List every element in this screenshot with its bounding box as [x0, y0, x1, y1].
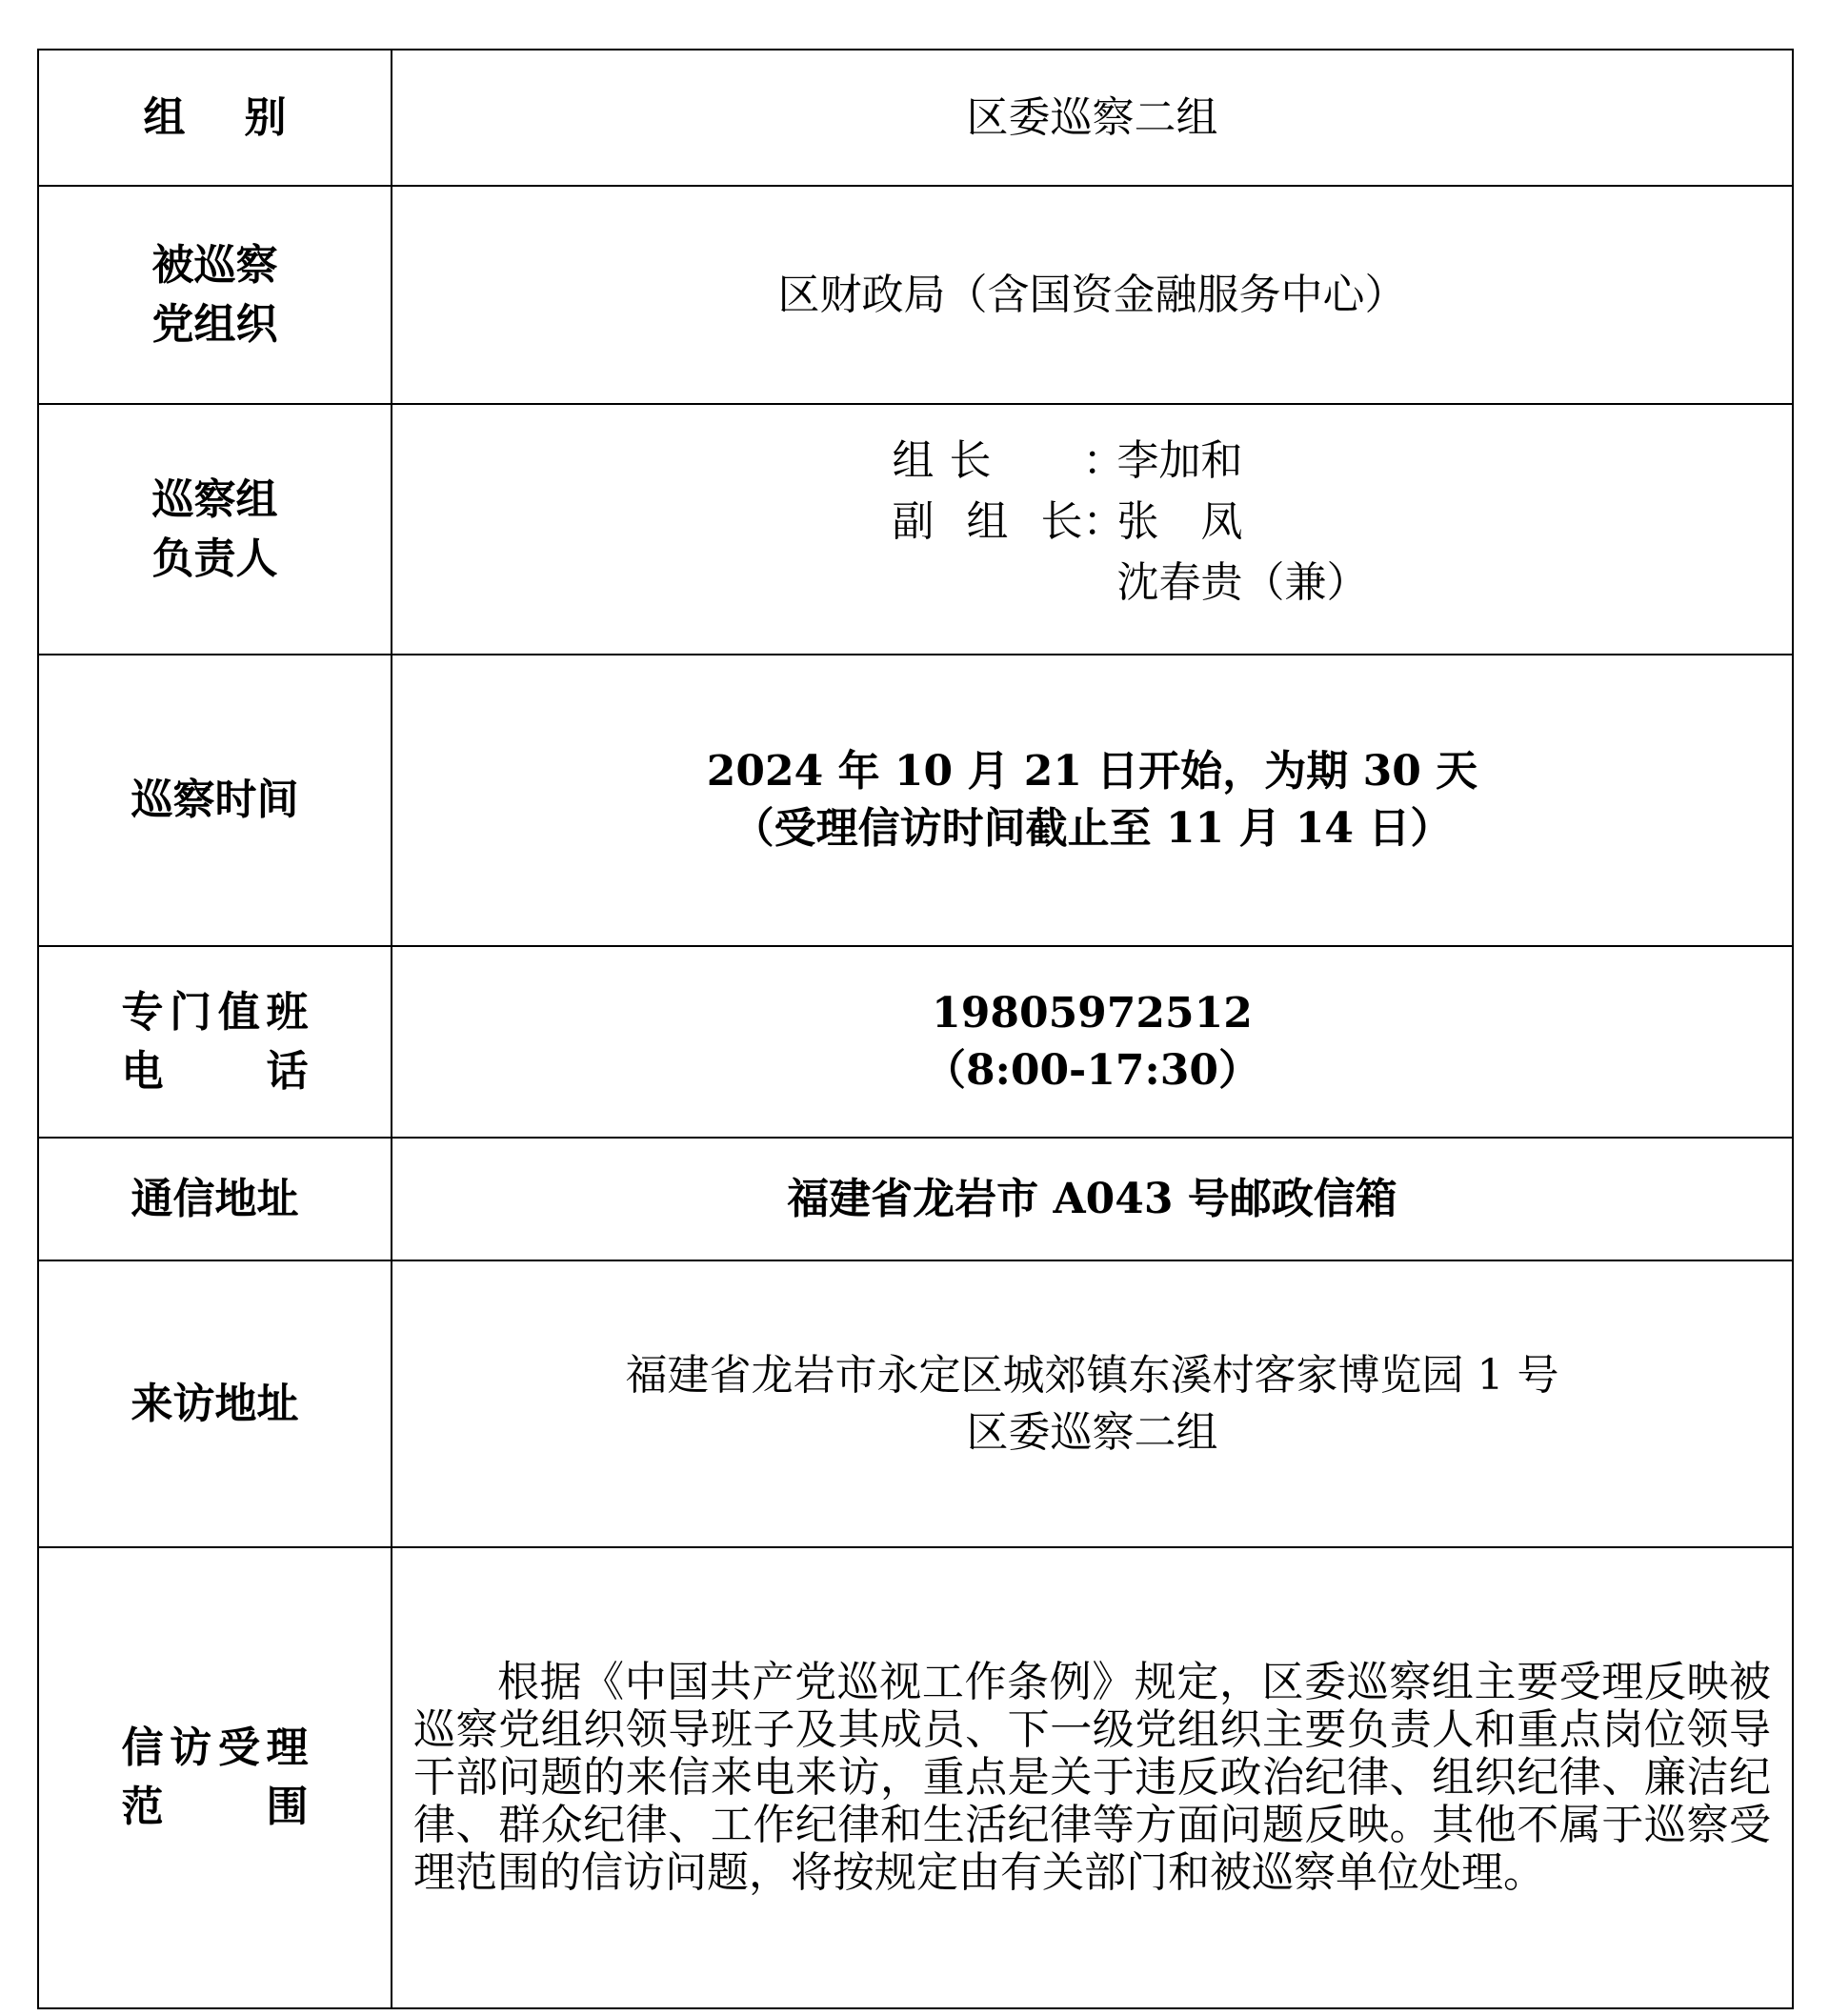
leader-row-chief [893, 431, 1369, 492]
leader-name-deputy: 张凤 [1116, 496, 1285, 546]
label-team-leaders [38, 404, 392, 655]
value-visit-address-line2: 区委巡察二组 [966, 1407, 1218, 1457]
leader-colon-deputy: ： [1082, 496, 1125, 546]
label-petition-scope-line2: 范围 [121, 1783, 309, 1831]
label-duty-phone-line1: 专门值班 [121, 987, 309, 1037]
value-inspection-time-line1: 2024 年 10 月 21 日开始，为期 30 天 [706, 747, 1478, 796]
row-petition-scope [38, 1547, 1793, 2008]
value-duty-phone-number: 19805972512 [932, 988, 1253, 1038]
leader-row-deputy [893, 492, 1369, 553]
leader-role-deputy-2 [893, 553, 1083, 614]
label-inspection-time [38, 655, 392, 946]
value-mailing-address [392, 1138, 1793, 1260]
label-team-leaders-line1: 巡察组 [151, 474, 278, 524]
row-visit-address [38, 1260, 1793, 1547]
value-mailing-address-text: 福建省龙岩市 A043 号邮政信箱 [787, 1174, 1397, 1223]
row-inspected-org [38, 186, 1793, 404]
label-team-leaders-line2: 负责人 [151, 534, 278, 583]
label-inspected-org-line2: 党组织 [151, 299, 278, 349]
leader-name-deputy-2: 沈春贵（兼） [1116, 557, 1369, 607]
label-mailing-address [38, 1138, 392, 1260]
label-inspected-org-line1: 被巡察 [151, 240, 278, 290]
value-inspection-time-line2: （受理信访时间截止至 11 月 14 日） [732, 804, 1453, 853]
label-visit-address [38, 1260, 392, 1547]
value-visit-address-line1: 福建省龙岩市永定区城郊镇东溪村客家博览园 1 号 [625, 1350, 1559, 1400]
label-visit-address-text: 来访地址 [131, 1379, 299, 1428]
label-petition-scope [38, 1547, 392, 2008]
label-duty-phone-line2: 电话 [121, 1046, 309, 1096]
value-inspection-time [392, 655, 1793, 946]
inspection-info-table [37, 49, 1794, 2009]
label-duty-phone [38, 946, 392, 1138]
leader-name-chief: 李加和 [1116, 435, 1243, 485]
value-group-text: 区委巡察二组 [966, 92, 1218, 142]
value-visit-address [392, 1260, 1793, 1547]
value-team-leaders [392, 404, 1793, 655]
leader-colon-chief: ： [1082, 435, 1125, 485]
value-inspected-org-text: 区财政局（含国资金融服务中心） [777, 270, 1407, 319]
petition-scope-paragraph: 根据《中国共产党巡视工作条例》规定，区委巡察组主要受理反映被巡察党组织领导班子及其成员、下一级党组织主要负责人和重点岗位领导干部问题的来信来电来访，重点是关于违反政治纪律、组织纪律、廉洁纪律、群众纪律、工作纪律和生活纪律等方面问题反映。其他不属于巡察受理范围的信访问题，将按规定由有关部门和被巡察单位处理。 [413, 1658, 1771, 1897]
label-inspected-org [38, 186, 392, 404]
row-mailing-address [38, 1138, 1793, 1260]
label-petition-scope-line1: 信访受理 [121, 1724, 309, 1772]
leaders-list [893, 431, 1369, 614]
label-inspection-time-text: 巡察时间 [131, 776, 299, 824]
label-group [38, 50, 392, 186]
leader-role-deputy: 副组长 [892, 496, 1083, 546]
label-mailing-address-text: 通信地址 [131, 1174, 299, 1223]
value-group [392, 50, 1793, 186]
row-team-leaders [38, 404, 1793, 655]
leader-colon-deputy-2 [1083, 553, 1117, 614]
value-petition-scope [392, 1547, 1793, 2008]
row-inspection-time [38, 655, 1793, 946]
leader-row-deputy-2 [893, 553, 1369, 614]
row-group [38, 50, 1793, 186]
value-duty-phone-hours: （8:00-17:30） [923, 1045, 1261, 1095]
row-duty-phone [38, 946, 1793, 1138]
leader-role-chief: 组长 [892, 435, 992, 485]
value-inspected-org [392, 186, 1793, 404]
label-group-text: 组 别 [143, 92, 287, 142]
value-duty-phone [392, 946, 1793, 1138]
